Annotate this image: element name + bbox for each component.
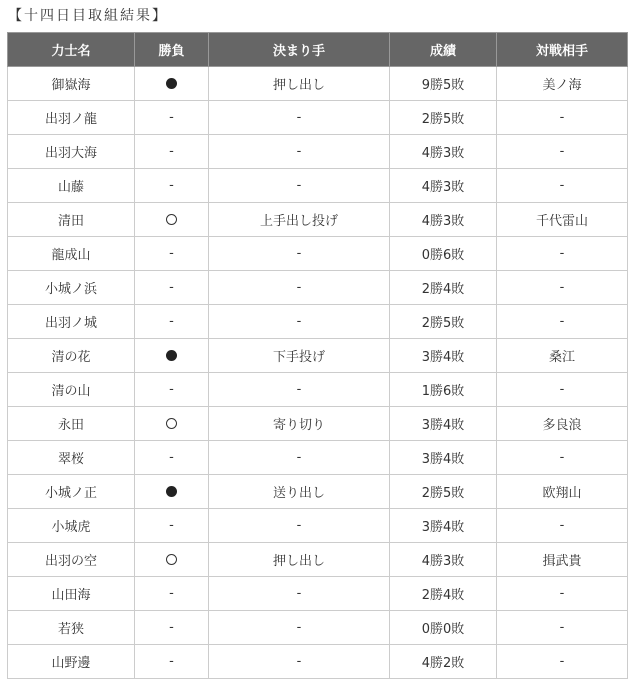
table-row: [8, 169, 628, 203]
result-cell: [135, 237, 209, 271]
wrestler-name-cell: 出羽ノ城: [8, 305, 135, 339]
kimarite-cell: -: [209, 135, 390, 169]
opponent-cell: 欧翔山: [497, 475, 628, 509]
record-cell: 4勝3敗: [390, 203, 497, 237]
table-row: [8, 441, 628, 475]
result-text: -: [169, 110, 174, 125]
result-cell: [135, 509, 209, 543]
table-row: [8, 509, 628, 543]
result-cell: [135, 305, 209, 339]
wrestler-name-cell: 出羽ノ龍: [8, 101, 135, 135]
table-row: [8, 475, 628, 509]
opponent-cell: -: [497, 611, 628, 645]
kimarite-cell: 下手投げ: [209, 339, 390, 373]
record-cell: 2勝4敗: [390, 577, 497, 611]
kimarite-cell: -: [209, 305, 390, 339]
result-text: -: [169, 178, 174, 193]
result-cell: [135, 645, 209, 679]
wrestler-name-cell: 清の山: [8, 373, 135, 407]
record-cell: 9勝5敗: [390, 67, 497, 101]
result-cell: [135, 101, 209, 135]
result-cell: [135, 135, 209, 169]
wrestler-name-cell: 清の花: [8, 339, 135, 373]
kimarite-cell: 押し出し: [209, 543, 390, 577]
header-kimarite: 決まり手: [209, 33, 390, 67]
record-cell: 4勝3敗: [390, 135, 497, 169]
opponent-cell: -: [497, 271, 628, 305]
header-record: 成績: [390, 33, 497, 67]
result-cell: [135, 441, 209, 475]
opponent-cell: -: [497, 441, 628, 475]
win-circle-icon: [166, 554, 177, 565]
header-result: 勝負: [135, 33, 209, 67]
record-cell: 0勝0敗: [390, 611, 497, 645]
wrestler-name-cell: 永田: [8, 407, 135, 441]
wrestler-name-cell: 小城ノ正: [8, 475, 135, 509]
opponent-cell: 美ノ海: [497, 67, 628, 101]
wrestler-name-cell: 小城ノ浜: [8, 271, 135, 305]
opponent-cell: -: [497, 305, 628, 339]
kimarite-cell: -: [209, 101, 390, 135]
result-text: -: [169, 586, 174, 601]
table-row: [8, 407, 628, 441]
loss-dot-icon: [166, 350, 177, 361]
wrestler-name-cell: 山田海: [8, 577, 135, 611]
result-cell: [135, 203, 209, 237]
record-cell: 2勝5敗: [390, 101, 497, 135]
record-cell: 0勝6敗: [390, 237, 497, 271]
table-row: [8, 611, 628, 645]
win-circle-icon: [166, 214, 177, 225]
kimarite-cell: 送り出し: [209, 475, 390, 509]
opponent-cell: 揖武貴: [497, 543, 628, 577]
results-table: [7, 32, 628, 679]
result-text: -: [169, 654, 174, 669]
table-row: [8, 67, 628, 101]
table-row: [8, 203, 628, 237]
table-row: [8, 339, 628, 373]
record-cell: 2勝5敗: [390, 475, 497, 509]
table-row: [8, 373, 628, 407]
result-text: -: [169, 382, 174, 397]
result-cell: [135, 271, 209, 305]
record-cell: 3勝4敗: [390, 339, 497, 373]
wrestler-name-cell: 山藤: [8, 169, 135, 203]
wrestler-name-cell: 若狭: [8, 611, 135, 645]
opponent-cell: 千代雷山: [497, 203, 628, 237]
kimarite-cell: -: [209, 271, 390, 305]
wrestler-name-cell: 山野邊: [8, 645, 135, 679]
wrestler-name-cell: 龍成山: [8, 237, 135, 271]
table-body: [8, 67, 628, 679]
result-cell: [135, 577, 209, 611]
table-row: [8, 645, 628, 679]
result-cell: [135, 373, 209, 407]
result-cell: [135, 407, 209, 441]
kimarite-cell: -: [209, 611, 390, 645]
table-row: [8, 101, 628, 135]
record-cell: 3勝4敗: [390, 407, 497, 441]
opponent-cell: -: [497, 373, 628, 407]
record-cell: 2勝5敗: [390, 305, 497, 339]
result-text: -: [169, 620, 174, 635]
result-text: -: [169, 246, 174, 261]
wrestler-name-cell: 小城虎: [8, 509, 135, 543]
opponent-cell: 桑江: [497, 339, 628, 373]
record-cell: 3勝4敗: [390, 441, 497, 475]
opponent-cell: -: [497, 101, 628, 135]
table-row: [8, 271, 628, 305]
page-title: 【十四日目取組結果】: [8, 8, 168, 24]
table-row: [8, 135, 628, 169]
kimarite-cell: -: [209, 577, 390, 611]
table-row: [8, 577, 628, 611]
record-cell: 3勝4敗: [390, 509, 497, 543]
kimarite-cell: 寄り切り: [209, 407, 390, 441]
wrestler-name-cell: 御嶽海: [8, 67, 135, 101]
kimarite-cell: -: [209, 237, 390, 271]
result-cell: [135, 611, 209, 645]
result-text: -: [169, 144, 174, 159]
kimarite-cell: 押し出し: [209, 67, 390, 101]
table-header-row: [8, 33, 628, 67]
kimarite-cell: -: [209, 645, 390, 679]
wrestler-name-cell: 出羽の空: [8, 543, 135, 577]
table-row: [8, 305, 628, 339]
header-opponent: 対戦相手: [497, 33, 628, 67]
opponent-cell: -: [497, 577, 628, 611]
opponent-cell: -: [497, 645, 628, 679]
result-cell: [135, 543, 209, 577]
record-cell: 1勝6敗: [390, 373, 497, 407]
loss-dot-icon: [166, 78, 177, 89]
result-text: -: [169, 280, 174, 295]
opponent-cell: -: [497, 237, 628, 271]
result-cell: [135, 169, 209, 203]
record-cell: 2勝4敗: [390, 271, 497, 305]
opponent-cell: -: [497, 169, 628, 203]
table-row: [8, 237, 628, 271]
result-text: -: [169, 314, 174, 329]
wrestler-name-cell: 出羽大海: [8, 135, 135, 169]
kimarite-cell: 上手出し投げ: [209, 203, 390, 237]
kimarite-cell: -: [209, 169, 390, 203]
record-cell: 4勝3敗: [390, 169, 497, 203]
result-cell: [135, 475, 209, 509]
record-cell: 4勝2敗: [390, 645, 497, 679]
win-circle-icon: [166, 418, 177, 429]
result-cell: [135, 67, 209, 101]
kimarite-cell: -: [209, 509, 390, 543]
loss-dot-icon: [166, 486, 177, 497]
wrestler-name-cell: 翠桜: [8, 441, 135, 475]
result-cell: [135, 339, 209, 373]
wrestler-name-cell: 清田: [8, 203, 135, 237]
opponent-cell: -: [497, 135, 628, 169]
result-text: -: [169, 450, 174, 465]
opponent-cell: -: [497, 509, 628, 543]
header-name: 力士名: [8, 33, 135, 67]
table-row: [8, 543, 628, 577]
record-cell: 4勝3敗: [390, 543, 497, 577]
opponent-cell: 多良浪: [497, 407, 628, 441]
kimarite-cell: -: [209, 373, 390, 407]
result-text: -: [169, 518, 174, 533]
kimarite-cell: -: [209, 441, 390, 475]
